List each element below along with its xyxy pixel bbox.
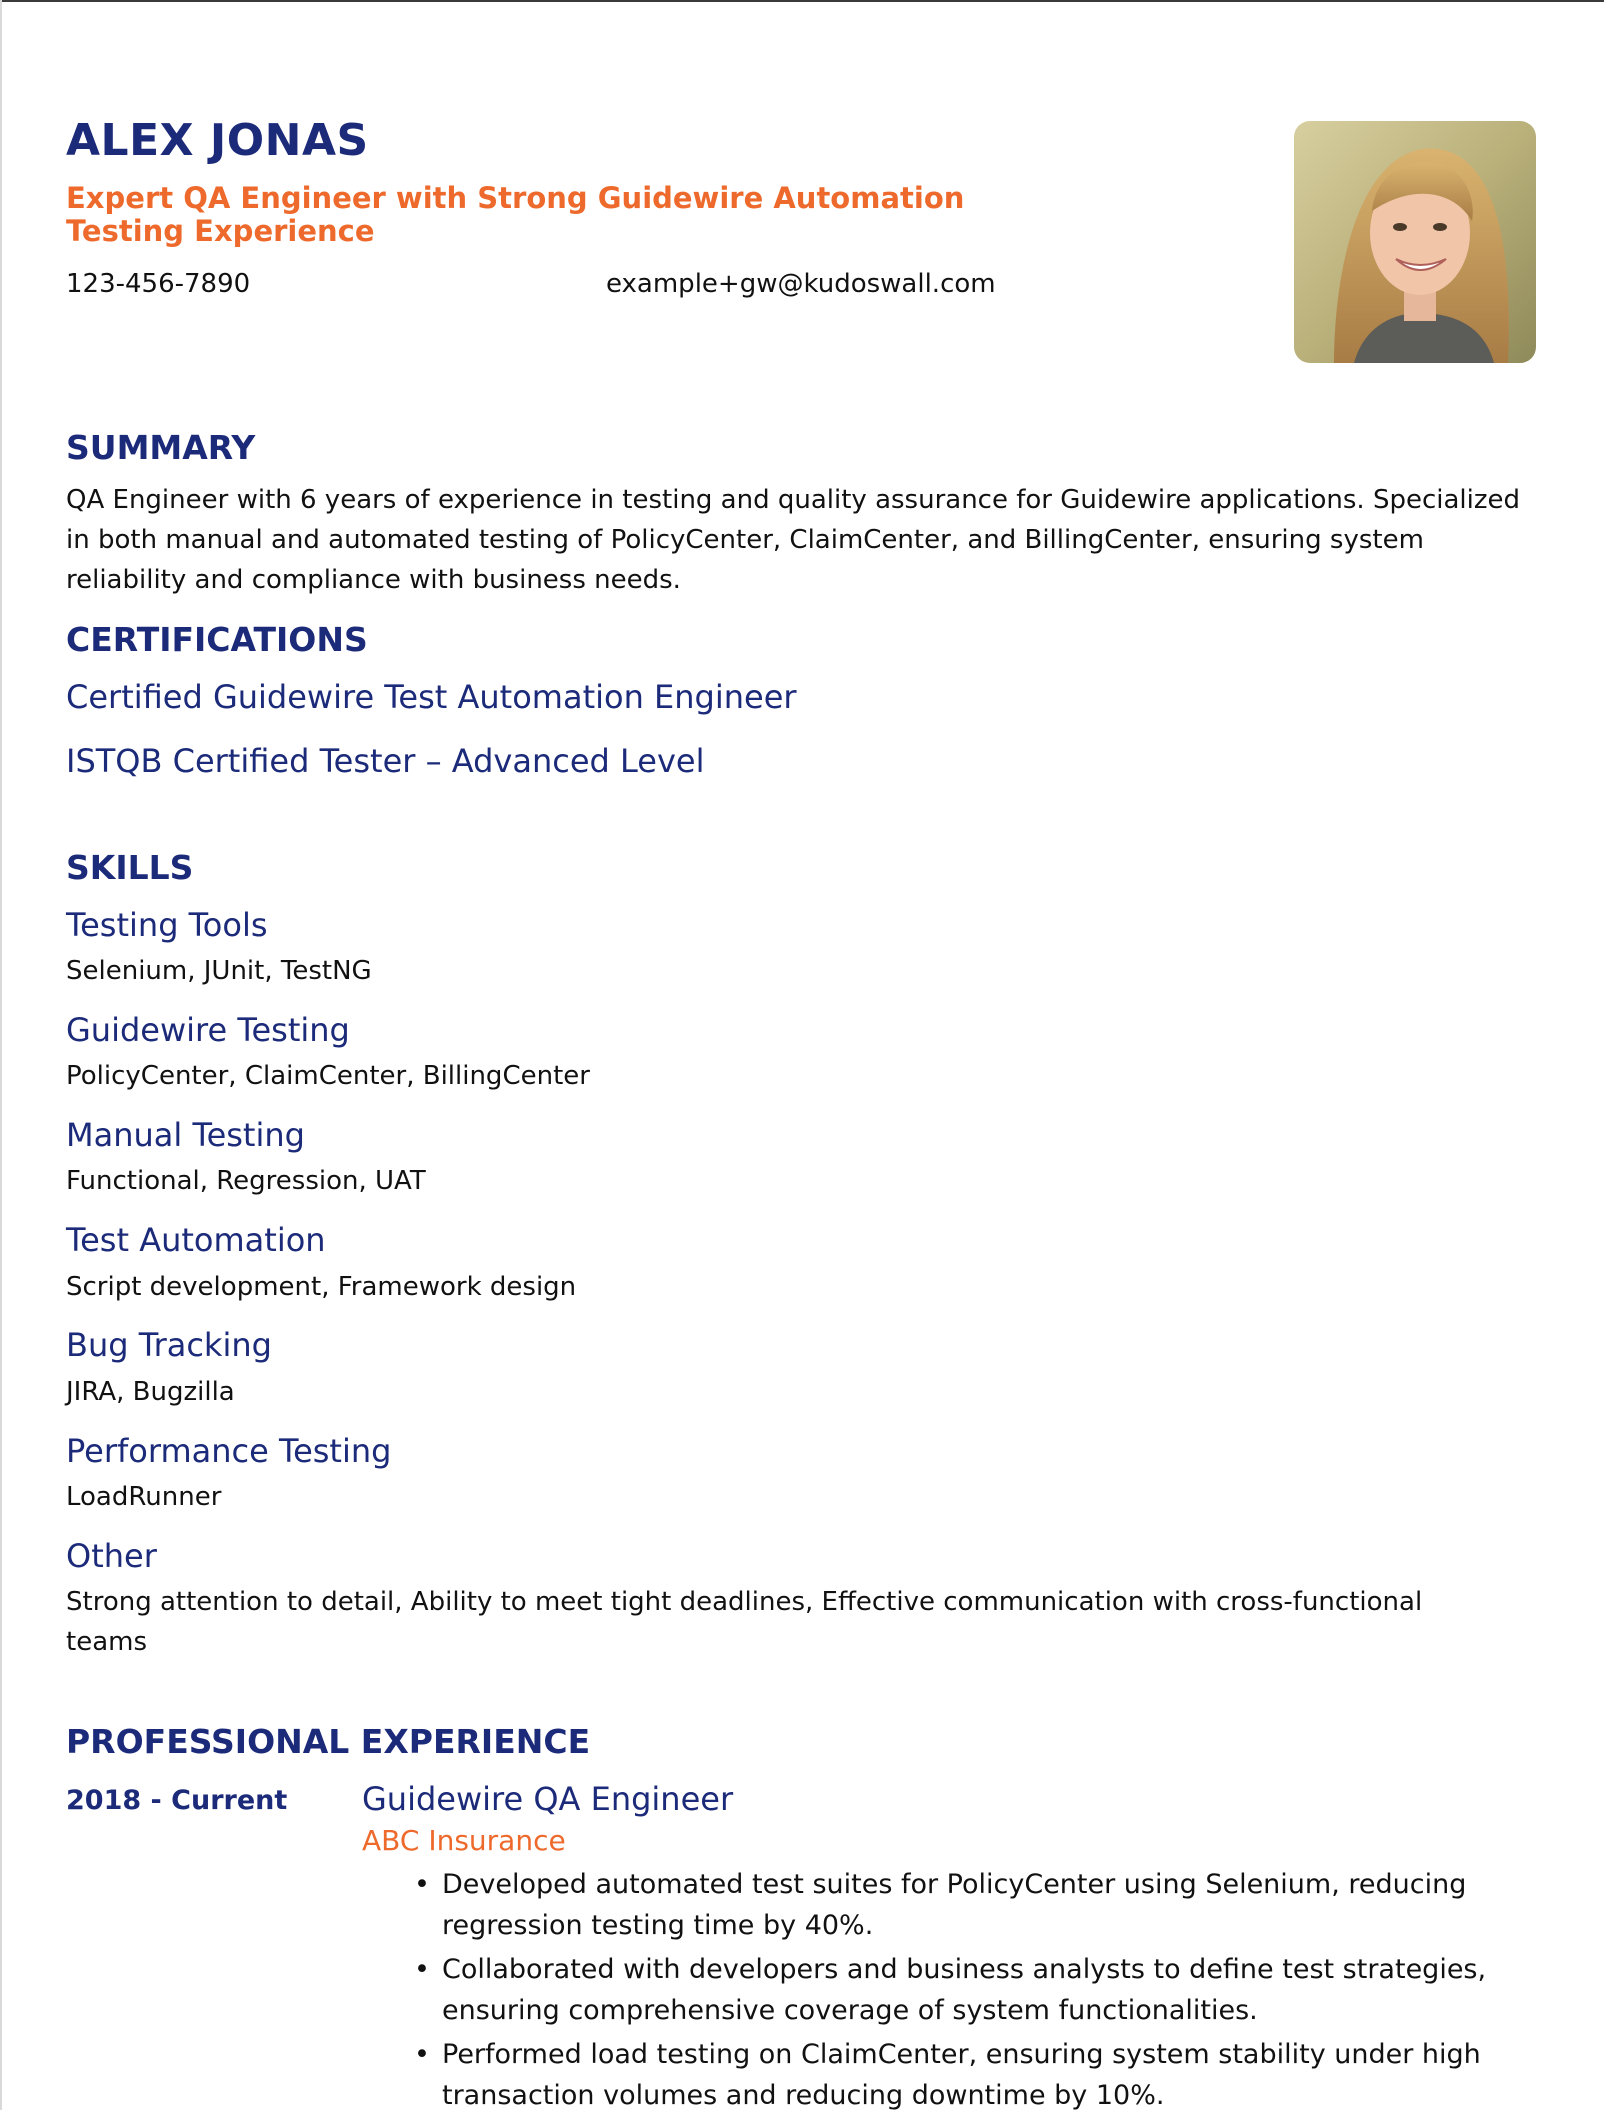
candidate-name: ALEX JONAS <box>66 115 369 166</box>
profile-photo <box>1294 121 1536 363</box>
certification-item: ISTQB Certified Tester – Advanced Level <box>66 742 705 780</box>
candidate-headline: Expert QA Engineer with Strong Guidewire Automation Testing Experience <box>66 181 965 248</box>
job-bullet-text: Performed load testing on ClaimCenter, ensuring system stability under high transaction volumes and reducing downtime by 10%. <box>442 2039 1481 2111</box>
job-company: ABC Insurance <box>362 1824 566 1857</box>
skill-category: Performance Testing <box>66 1432 392 1470</box>
skill-details: PolicyCenter, ClaimCenter, BillingCenter <box>66 1061 590 1091</box>
job-bullets <box>362 1864 1522 2119</box>
summary-heading: SUMMARY <box>66 428 256 467</box>
phone-number: 123-456-7890 <box>66 269 251 299</box>
certifications-heading: CERTIFICATIONS <box>66 620 368 659</box>
bullet-dot-icon: • <box>414 1869 430 1900</box>
bullet-dot-icon: • <box>414 2039 430 2070</box>
job-dates: 2018 - Current <box>66 1785 288 1816</box>
job-bullet <box>362 2034 1522 2116</box>
skills-heading: SKILLS <box>66 848 194 887</box>
summary-text: QA Engineer with 6 years of experience in testing and quality assurance for Guidewire applications. Specialized in both manual and automated testing of PolicyCenter, ClaimCenter, and BillingCenter, ensuring system reliability and compliance with business needs. <box>66 485 1521 595</box>
job-bullet-text: Developed automated test suites for PolicyCenter using Selenium, reducing regression testing time by 40%. <box>442 1869 1467 1941</box>
profile-photo-portrait <box>1294 121 1536 363</box>
skill-details: LoadRunner <box>66 1482 222 1512</box>
page-left-border <box>0 0 2 2110</box>
job-bullet <box>362 1949 1522 2031</box>
skill-details: Script development, Framework design <box>66 1272 577 1302</box>
experience-heading: PROFESSIONAL EXPERIENCE <box>66 1722 591 1761</box>
bullet-dot-icon: • <box>414 1954 430 1985</box>
skill-category: Testing Tools <box>66 906 268 944</box>
job-title: Guidewire QA Engineer <box>362 1780 734 1818</box>
email-address: example+gw@kudoswall.com <box>606 269 996 299</box>
job-bullet <box>362 1864 1522 1946</box>
skill-category: Test Automation <box>66 1221 326 1259</box>
skill-category: Manual Testing <box>66 1116 305 1154</box>
skill-details: JIRA, Bugzilla <box>66 1377 235 1407</box>
job-bullet-text: Collaborated with developers and business analysts to define test strategies, ensuring comprehensive coverage of system functionalities. <box>442 1954 1487 2026</box>
certification-item: Certified Guidewire Test Automation Engineer <box>66 678 797 716</box>
skill-category: Other <box>66 1537 157 1575</box>
skill-category: Bug Tracking <box>66 1326 272 1364</box>
skill-details: Functional, Regression, UAT <box>66 1166 426 1196</box>
skill-category: Guidewire Testing <box>66 1011 350 1049</box>
skill-details: Strong attention to detail, Ability to meet tight deadlines, Effective communication with cross-functional teams <box>66 1587 1423 1657</box>
page-top-border <box>0 0 1604 2</box>
skill-details: Selenium, JUnit, TestNG <box>66 956 372 986</box>
